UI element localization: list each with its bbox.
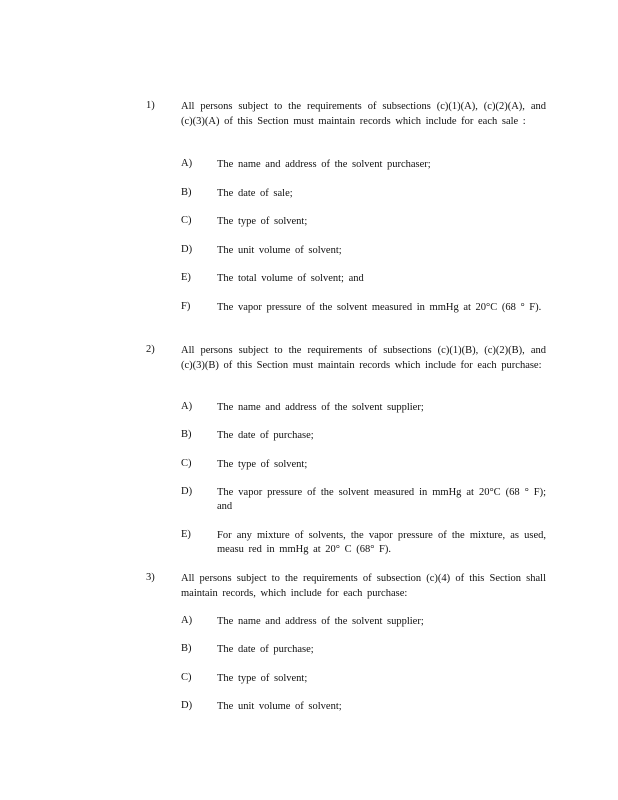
item-text: The date of purchase; (217, 644, 314, 655)
item-letter: E) (181, 529, 191, 540)
item-text: The name and address of the solvent purchaser; (217, 159, 431, 170)
list-item (181, 158, 546, 172)
list-item (181, 458, 546, 472)
item-letter: D) (181, 244, 193, 255)
item-letter: E) (181, 272, 191, 283)
list-item (181, 215, 546, 229)
item-letter: B) (181, 643, 192, 654)
item-text: The date of purchase; (217, 430, 314, 441)
section-intro: All persons subject to the requirements of subsections (c)(1)(B), (c)(2)(B), and (c)(3)(B) of this Section must maintain records which include for each purchase: (181, 345, 546, 371)
item-text: The total volume of solvent; and (217, 273, 364, 284)
item-letter: D) (181, 700, 193, 711)
item-text: The type of solvent; (217, 673, 308, 684)
list-item (181, 301, 546, 315)
item-text: For any mixture of solvents, the vapor pressure of the mixture, as used, measu red in mmHg at 20° C (68° F). (217, 530, 546, 555)
section-2 (146, 344, 546, 373)
item-text: The unit volume of solvent; (217, 245, 342, 256)
item-letter: F) (181, 301, 191, 312)
item-letter: D) (181, 486, 193, 497)
section-1 (146, 100, 546, 129)
list-item (181, 486, 546, 514)
item-text: The name and address of the solvent supplier; (217, 402, 424, 413)
list-item (181, 187, 546, 201)
section-3 (146, 572, 546, 601)
list-item (181, 244, 546, 258)
section-intro: All persons subject to the requirements of subsections (c)(1)(A), (c)(2)(A), and (c)(3)(A) of this Section must maintain records which include for each sale : (181, 101, 546, 127)
list-item (181, 672, 546, 686)
section-number: 3) (146, 572, 155, 583)
item-text: The type of solvent; (217, 216, 308, 227)
list-item (181, 272, 546, 286)
list-item (181, 615, 546, 629)
item-text: The vapor pressure of the solvent measured in mmHg at 20°C (68 ° F); and (217, 487, 546, 512)
item-letter: A) (181, 158, 193, 169)
item-letter: A) (181, 401, 193, 412)
item-text: The unit volume of solvent; (217, 701, 342, 712)
item-letter: C) (181, 215, 192, 226)
item-text: The date of sale; (217, 188, 293, 199)
list-item (181, 643, 546, 657)
item-text: The type of solvent; (217, 459, 308, 470)
item-text: The name and address of the solvent supplier; (217, 616, 424, 627)
item-letter: B) (181, 187, 192, 198)
item-letter: C) (181, 458, 192, 469)
item-text: The vapor pressure of the solvent measured in mmHg at 20°C (68 ° F). (217, 302, 542, 313)
list-item (181, 429, 546, 443)
section-number: 1) (146, 100, 155, 111)
item-letter: A) (181, 615, 193, 626)
list-item (181, 401, 546, 415)
section-intro: All persons subject to the requirements of subsection (c)(4) of this Section shall maintain records, which include for each purchase: (181, 573, 546, 599)
section-number: 2) (146, 344, 155, 355)
list-item (181, 529, 546, 557)
item-letter: C) (181, 672, 192, 683)
list-item (181, 700, 546, 714)
item-letter: B) (181, 429, 192, 440)
